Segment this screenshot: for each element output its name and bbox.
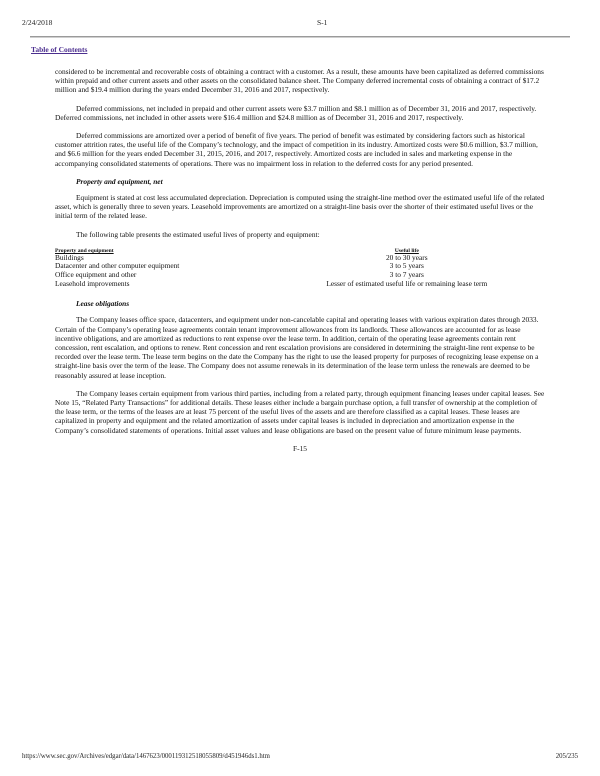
cell-property: Leasehold improvements (55, 278, 130, 288)
column-header-property: Property and equipment (55, 247, 114, 254)
print-title: S-1 (317, 18, 328, 27)
column-header-useful-life: Useful life (394, 247, 419, 254)
cell-useful-life: 3 to 5 years (389, 261, 424, 271)
print-url: https://www.sec.gov/Archives/edgar/data/1467623/000119312518055809/d451946ds1.htm (22, 753, 270, 760)
header-divider (30, 36, 570, 38)
print-date: 2/24/2018 (22, 18, 53, 27)
paragraph-deferred-commissions-amortization: Deferred commissions are amortized over a period of benefit of five years. The period of benefit was estimated by considering factors such as historical customer attrition rates, the useful life of the Company’s technology, and the impact of competition in its industry. Amortized costs were $0.6 million, $3.7 million, and $6.6 million for the years ended December 31, 2015, 2016, and 2017, respectively. Amortized costs are included in sales and marketing expense in the accompanying consolidated statements of operations. There was no impairment loss in relation to the deferred costs for any period presented. (55, 131, 538, 168)
page-number: F-15 (293, 443, 307, 453)
cell-useful-life: Lesser of estimated useful life or remaining lease term (326, 278, 488, 288)
section-heading-lease-obligations: Lease obligations (76, 299, 130, 309)
cell-property: Buildings (55, 252, 84, 262)
cell-property: Datacenter and other computer equipment (55, 261, 180, 271)
paragraph-table-intro: The following table presents the estimated useful lives of property and equipment: (76, 229, 320, 239)
table-of-contents-link[interactable]: Table of Contents (31, 45, 88, 54)
cell-property: Office equipment and other (55, 270, 137, 280)
table-row (55, 280, 545, 289)
paragraph-deferred-commissions-net: Deferred commissions, net included in prepaid and other current assets were $3.7 million and $8.1 million as of December 31, 2016 and 2017, respectively. Deferred commissions, net included in other assets were $16.4 million and $24.8 million as of December 31, 2016 and 2017, respectively. (55, 103, 537, 122)
cell-useful-life: 20 to 30 years (385, 252, 428, 262)
cell-useful-life: 3 to 7 years (389, 270, 424, 280)
paragraph-deferred-costs: considered to be incremental and recoverable costs of obtaining a contract with a customer. As a result, these amounts have been capitalized as deferred commissions within prepaid and other current assets and other assets on the consolidated balance sheet. The Company deferred incremental costs of obtaining a contract of $17.2 million and $19.4 million during the years ended December 31, 2016 and 2017, respectively. (55, 67, 544, 95)
paragraph-capital-leases: The Company leases certain equipment from various third parties, including from a related party, through equipment financing leases under capital leases. See Note 15, “Related Party Transactions” for additional details. These leases either include a bargain purchase option, a full transfer of ownership at the completion of the lease term, or the terms of the leases are at least 75 percent of the useful lives of the assets and are therefore classified as a capital leases. These leases are capitalized in property and equipment and the related amortization of assets under capital leases is included in depreciation and amortization expense in the Company’s consolidated statements of operations. Initial asset values and lease obligations are based on the present value of future minimum lease payments. (55, 388, 545, 435)
paragraph-operating-leases: The Company leases office space, datacenters, and equipment under non-cancelable capital and operating leases with various expiration dates through 2033. Certain of the Company’s operating lease agreements contain tenant improvement allowances from its landlords. These allowances are accounted for as lease incentive obligations, and are amortized as reductions to rent expense over the lease term. In addition, certain of the operating lease agreements contain rent concession, rent escalation, and options to renew. Rent concession and rent escalation provisions are considered in determining the straight-line rent expense to be recorded over the lease term. The lease term begins on the date the Company has the right to use the leased property for purposes of recognizing lease expense on a straight-line basis over the term of the lease. The Company does not assume renewals in its determination of the lease term unless the renewals are deemed to be reasonably assured at lease inception. (55, 315, 539, 380)
paragraph-equipment-depreciation: Equipment is stated at cost less accumulated depreciation. Depreciation is computed using the straight-line method over the estimated useful life of the related asset, which is generally three to seven years. Leasehold improvements are amortized on a straight-line basis over the shorter of their estimated useful lives or the initial term of the related lease. (55, 193, 545, 221)
document-body (55, 67, 545, 453)
print-page-count: 205/235 (555, 753, 578, 760)
useful-lives-table (55, 248, 545, 288)
section-heading-property-equipment: Property and equipment, net (76, 176, 163, 186)
